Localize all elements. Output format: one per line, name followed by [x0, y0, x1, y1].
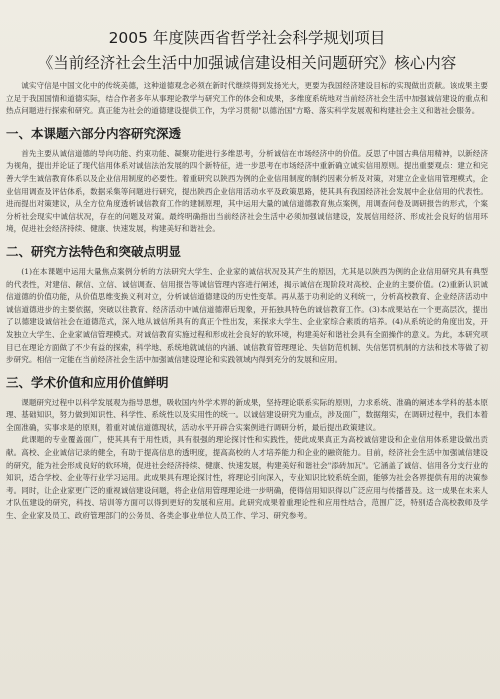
- section-1-heading: 一、本课题六部分内容研究深透: [6, 125, 182, 141]
- document-title-line-1: 2005 年度陕西省哲学社会科学规划项目: [108, 29, 386, 47]
- section-3-paragraph-2: 此课题的专业覆盖面广，使其具有于用性质，具有很强的理论探讨性和实践性，使此成果真正为高校诚信建设和企业信用体系建设做出贡献。高校、企业诚信记录的健全，有助于提高信息的透明度，提高高校的人才培养能力和企业的融资能力。目前，经济社会生活中加强诚信建设的研究，能为社会形成良好的软环境，促进社会经济持续、健康、快速发展，构建美好和谐社会"添砖加瓦"。它涵盖了诚信、信用各分支行业的知识，适合学校、企业等行业学习运用。此成果具有理论探讨性，将理论引向深入，专业知识比较系统全面，能够为社会各界提供有用的决策参考。同时，让企业家更广泛的重视诚信建设问题，将企业信用管理理论进一步明确，使得信用知识得以广泛应用与传播普及。这一成果在未来人才队伍建设的研究，科技、培训等方面可以得到更好的发展和应用。此研究成果着重理论性和应用性结合，范围广泛，特别适合高校教师及学生、企业家及员工、政府管理部门的公务员、各类企事业单位人员工作、学习、研究参考。: [6, 435, 488, 521]
- section-1-paragraph-1: 首先主要从诚信道德的导向功能、约束功能、凝聚功能进行多维思考，分析诚信在市场经济中的价值。反思了中国古典信用精神，以新经济为视角，提出并论证了现代信用体系对诚信法治发展的四个新特征，进一步思考在市场经济中重新确立诚实信用原则。提出重要观点：建立和完善大学生诚信教育体系以及企业信用制度的必要性。着重研究以陕西为例的企业信用制度的制约因素分析及对策，对建立企业信用管理模式，企业信用调查及评估体系，数据采集等问题进行研究，提出陕西企业信用活动水平及政策思路，使其具有我国经济社会发展中企业信用的代表性。进而提出对策建议，从全方位角度透析诚信教育工作的建制原理，其中运用大量的诚信道德教育焦点案例，用调查问卷及调研报告的形式，个案分析社会现实中诚信状况，存在的问题及对策。最终明确指出当前经济社会生活中必须加强诚信建设，发展信用经济、形成社会良好的信用环境，促进社会经济持续、健康、快速发展，构建美好和谐社会。: [6, 148, 488, 234]
- section-2-heading: 二、研究方法特色和突破点明显: [6, 243, 182, 259]
- section-3-heading: 三、学术价值和应用价值鲜明: [6, 374, 169, 390]
- section-1: [6, 125, 488, 236]
- document-title-line-2: 《当前经济社会生活中加强诚信建设相关问题研究》核心内容: [37, 54, 457, 72]
- section-2-paragraph-1: (1)在本课题中运用大量焦点案例分析的方法研究大学生、企业家的诚信状况及其产生的原因，尤其是以陕西为例的企业信用研究具有典型的代表性，对建信、献信、立信、诚信调查、信用报告等诚信管理内容进行阐述，揭示诚信在现阶段对高校、企业的主要价值。(2)重新认识诚信道德的价值功能，从价值思维变换义利对立，分析诚信道德建设的历史性变革。再从基于功利论的义利统一，分析高校教育、企业经济活动中诚信道德进步的主要依据，突破以往教育、经济活动中诚信道德滞后现象，开拓独具特色的诚信教育工作。(3)本成果站在一个更高层次，提出了以德建设诚信社会在道德范式，深入地从诚信所具有的真正个性出发，来探求大学生、企业家综合素质的培养。(4)从系统论的角度出发，开发独立大学生、企业家诚信管理模式。对诚信教育实施过程和形成社会良好的软环境，构建美好和谐社会具有全面操作的意义。为此，本研究项目已在理论方面做了不少有益的探索，科学地、系统地就诚信的内涵、诚信教育管理理论、失信防范机制、失信惩罚机制的方法和技术等做了初步研究。相信一定能在当前经济社会生活中加强诚信建设理论和实践领域内得到充分的发展和应用。: [6, 266, 488, 365]
- section-2: [6, 243, 488, 367]
- section-3: [6, 374, 488, 523]
- intro-paragraph: 诚实守信是中国文化中的传统美德，这种道德观念必须在新时代继续得到发扬光大，更要为我国经济建设目标的实现做出贡献。该成果主要立足于我国国情和道德实际，结合作者多年从事理论教学与研究工作的体会和成果，多维度系统地对当前经济社会生活中加强诚信建设的重点和热点问题进行探索和研究。真正能为社会的道德建设提供工作，为学习贯彻"以德治国"方略、落实科学发展观和构建社会主义和谐社会服务。: [6, 81, 488, 116]
- section-3-paragraph-1: 课题研究过程中以科学发展观为指导思想，吸收国内外学术界的新成果，坚持理论联系实际的原则，力求系统、准确的阐述本学科的基本原理、基础知识，努力做到知识性、科学性、系统性以及实用性的统一。以诚信建设研究为重点，涉及面广，数据翔实，在调研过程中，我们本着全面准确，实事求是的原则，着重对诚信道德现状，活动水平开辟合实案例进行调研分析，最后提出政策建议。: [6, 397, 488, 432]
